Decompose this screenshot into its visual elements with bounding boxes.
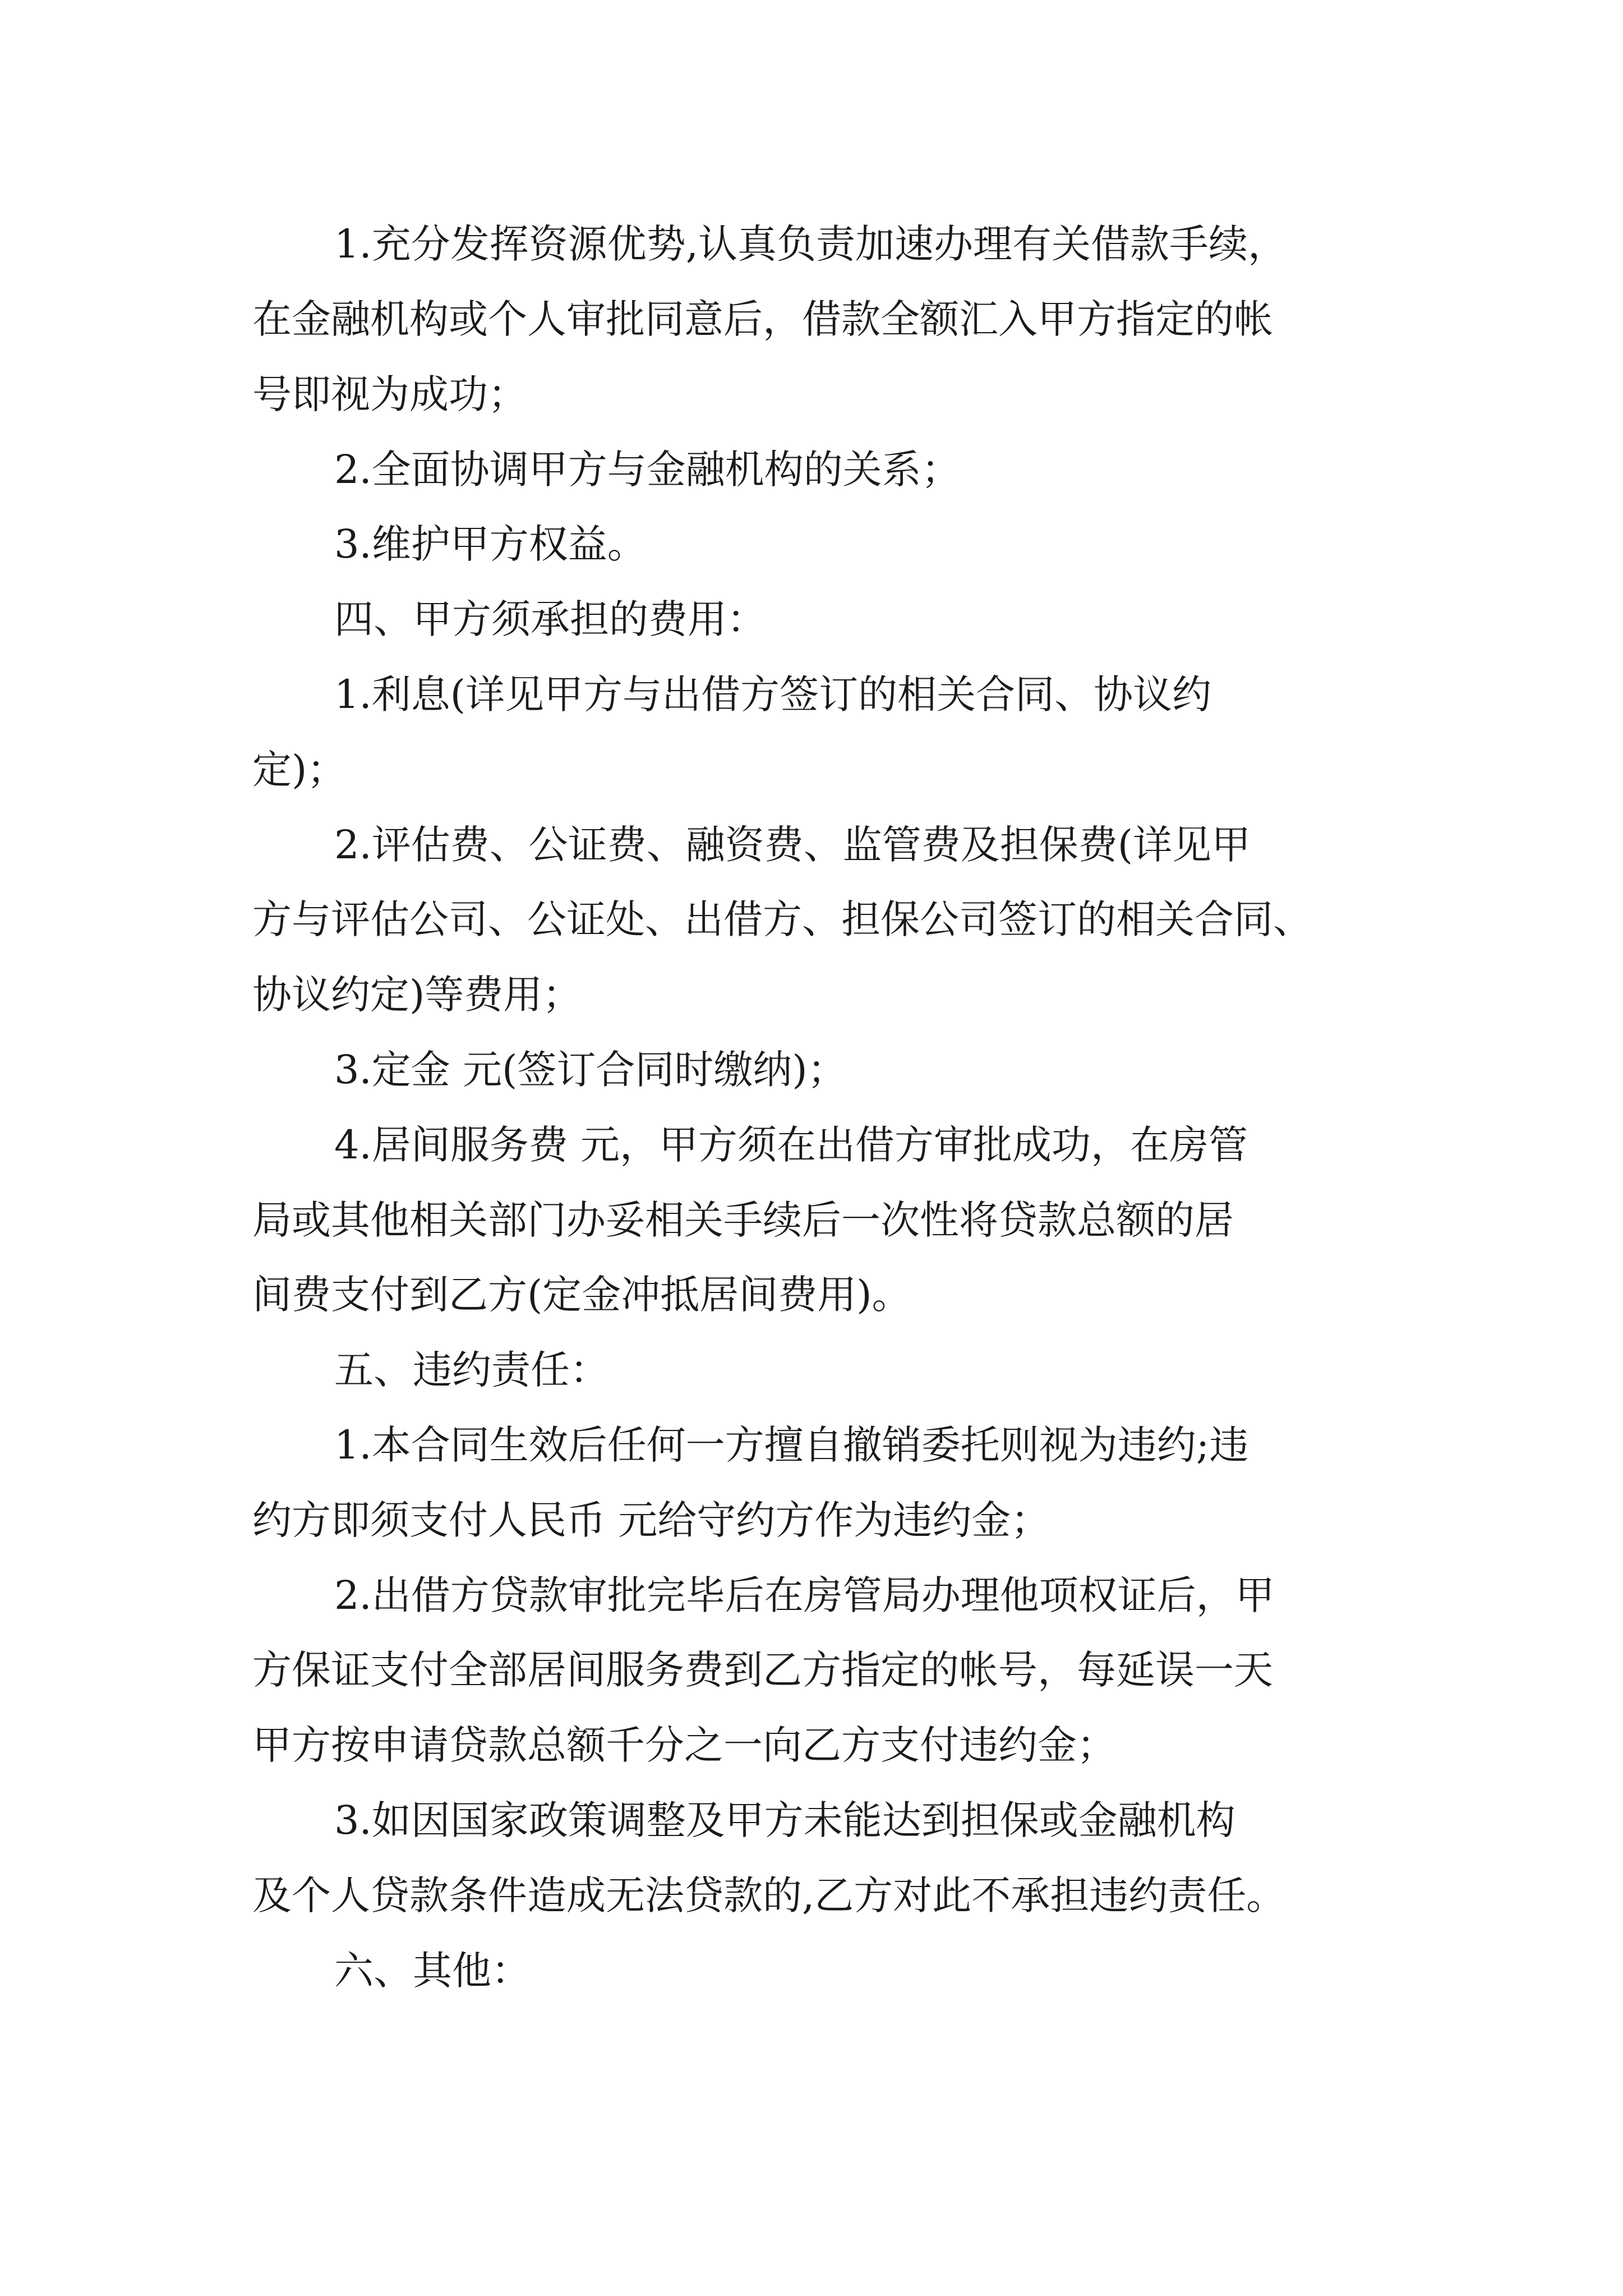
paragraph-line: 约方即须支付人民币 元给守约方作为违约金； xyxy=(252,1497,1050,1543)
paragraph-line: 方保证支付全部居间服务费到乙方指定的帐号，每延误一天 xyxy=(252,1647,1273,1693)
paragraph-line: 协议约定)等费用； xyxy=(252,972,582,1018)
paragraph-line: 号即视为成功； xyxy=(252,371,527,417)
paragraph-line: 4.居间服务费 元，甲方须在出借方审批成功，在房管 xyxy=(334,1122,1248,1168)
paragraph-line: 方与评估公司、公证处、出借方、担保公司签订的相关合同、 xyxy=(252,896,1312,942)
paragraph-line: 2.全面协调甲方与金融机构的关系； xyxy=(334,447,961,493)
paragraph-line: 3.维护甲方权益。 xyxy=(334,521,647,567)
paragraph-line: 2.出借方贷款审批完毕后在房管局办理他项权证后，甲 xyxy=(334,1572,1275,1618)
paragraph-line: 1.利息(详见甲方与出借方签订的相关合同、协议约 xyxy=(334,671,1212,717)
paragraph-line: 局或其他相关部门办妥相关手续后一次性将贷款总额的居 xyxy=(252,1197,1234,1243)
section-heading: 六、其他： xyxy=(334,1948,531,1994)
paragraph-line: 3.如因国家政策调整及甲方未能达到担保或金融机构 xyxy=(334,1797,1235,1843)
section-heading: 四、甲方须承担的费用： xyxy=(334,596,766,642)
paragraph-line: 定)； xyxy=(252,747,347,793)
paragraph-line: 及个人贷款条件造成无法贷款的,乙方对此不承担违约责任。 xyxy=(252,1872,1286,1918)
paragraph-line: 3.定金 元(签订合同时缴纳)； xyxy=(334,1047,847,1093)
paragraph-line: 2.评估费、公证费、融资费、监管费及担保费(详见甲 xyxy=(334,822,1251,868)
paragraph-line: 1.本合同生效后任何一方擅自撤销委托则视为违约;违 xyxy=(334,1422,1249,1468)
paragraph-line: 间费支付到乙方(定金冲抵居间费用)。 xyxy=(252,1272,911,1318)
paragraph-line: 甲方按申请贷款总额千分之一向乙方支付违约金； xyxy=(252,1722,1116,1768)
paragraph-line: 1.充分发挥资源优势,认真负责加速办理有关借款手续， xyxy=(334,221,1288,267)
section-heading: 五、违约责任： xyxy=(334,1347,609,1393)
paragraph-line: 在金融机构或个人审批同意后，借款全额汇入甲方指定的帐 xyxy=(252,296,1273,342)
